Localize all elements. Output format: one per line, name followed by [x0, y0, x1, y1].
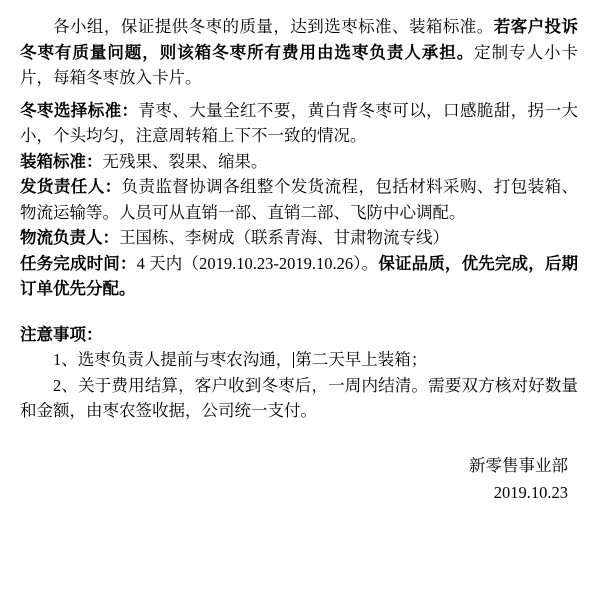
section-text-bold: 保证品质，优先完成，后期订单优先分配。 — [20, 253, 579, 298]
section-text-normal: 4 天内（2019.10.23-2019.10.26）。 — [136, 253, 379, 273]
section-text: 王国栋、李树成（联系青海、甘肃物流专线） — [119, 228, 449, 247]
section-text: 青枣、大量全红不要，黄白背冬枣可以，口感脆甜，拐一大小，个头均匀，注意周转箱上下不一致的情况。 — [20, 100, 578, 145]
section-label: 任务完成时间： — [20, 253, 137, 273]
section-selection-standard — [20, 98, 578, 149]
notice-item — [20, 347, 578, 373]
intro-text-2: 定制专人小卡片，每箱冬枣放入卡片。 — [20, 42, 579, 87]
signature-date: 2019.10.23 — [493, 482, 568, 502]
section-label: 发货责任人： — [20, 177, 122, 196]
notice-title: 注意事项： — [20, 324, 103, 344]
section-deadline — [20, 251, 578, 302]
spacer — [20, 91, 578, 98]
notice-item — [20, 373, 578, 424]
section-shipping-owner — [20, 174, 578, 225]
notice-item-prefix: 1、 — [53, 350, 78, 369]
notice-item-text-before: 选枣负责人提前与枣农沟通， — [77, 350, 293, 369]
section-label: 冬枣选择标准： — [20, 100, 139, 120]
section-text: 无残果、裂果、缩果。 — [102, 151, 268, 171]
section-text: 负责监督协调各组整个发货流程，包括材料采购、打包装箱、物流运输等。人员可从直销一部、直销二部、飞防中心调配。 — [20, 177, 578, 222]
section-logistics-owner — [20, 225, 578, 251]
intro-paragraph — [20, 14, 578, 91]
notice-item-text-before: 关于费用结算，客户收到冬枣后，一周内结清。需要双方核对好数量和金额，由枣农签收据，公司统一支付。 — [20, 375, 579, 420]
section-label: 装箱标准： — [20, 151, 103, 171]
intro-text-bold: 若客户投诉冬枣有质量问题，则该箱冬枣所有费用由选枣负责人承担。 — [20, 17, 579, 62]
notice-item-text-after: 第二天早上装箱； — [295, 350, 428, 369]
spacer — [20, 302, 578, 322]
signature-department: 新零售事业部 — [469, 455, 568, 475]
section-label: 物流负责人： — [20, 228, 119, 247]
notice-item-prefix: 2、 — [53, 375, 79, 395]
intro-text-1: 各小组，保证提供冬枣的质量，达到选枣标准、装箱标准。 — [53, 17, 494, 36]
section-packing-standard — [20, 149, 578, 175]
